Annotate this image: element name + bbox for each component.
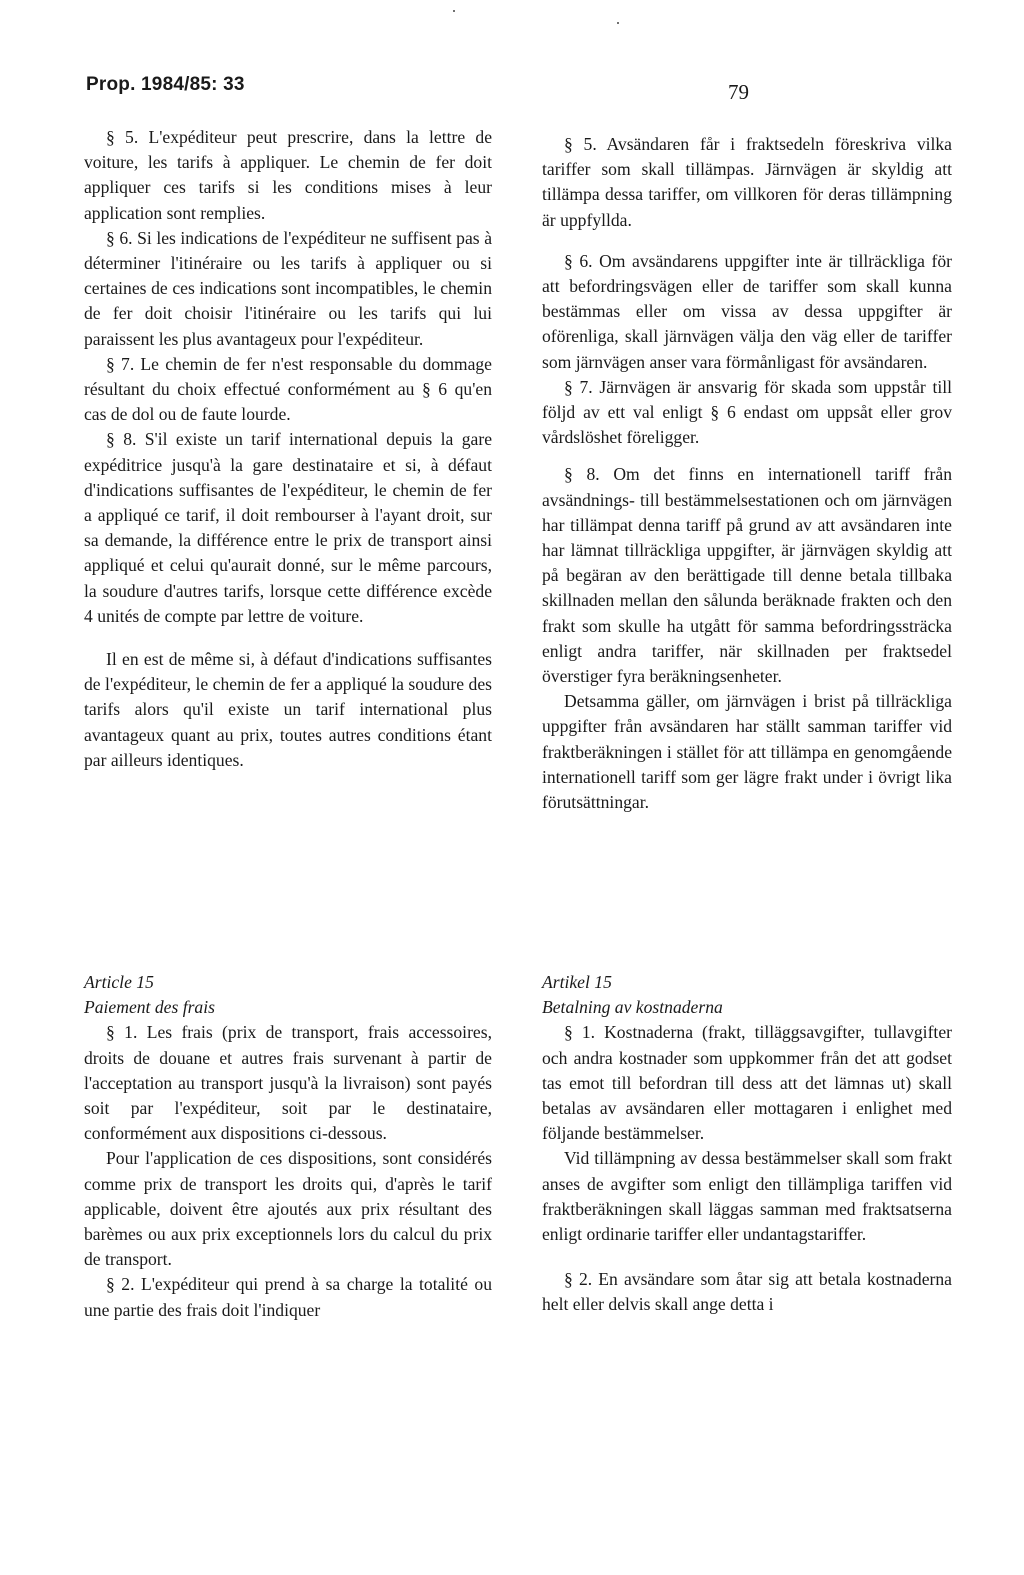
french-article-para-2: § 2. L'expéditeur qui prend à sa charge la totalité ou une partie des frais doit l'indiquer — [84, 1274, 492, 1320]
french-article-heading: Article 15 — [84, 972, 154, 992]
french-para-5: § 5. L'expéditeur peut prescrire, dans la lettre de voiture, les tarifs à appliquer. Le chemin de fer doit appliquer ces tarifs si les conditions mises à leur application sont remplies. — [84, 127, 492, 223]
french-column-upper — [84, 125, 492, 773]
french-article-para-1: § 1. Les frais (prix de transport, frais accessoires, droits de douane et autres frais survenant à partir de l'acceptation au transport jusqu'à la livraison) sont payés soit par l'expéditeur, soit par le destinataire, conformément aux dispositions ci-dessous. — [84, 1022, 492, 1144]
swedish-article-para-1-continued: Vid tillämpning av dessa bestämmelser skall som frakt anses de avgifter som enligt den tillämpliga tariffen vid fraktberäkningen skall läggas samman med fraktsatserna enligt ordinarie tariffer eller undantagstariffer. — [542, 1148, 952, 1245]
french-para-6: § 6. Si les indications de l'expéditeur ne suffisent pas à déterminer l'itinéraire ou les tarifs à appliquer ou si certaines de ces indications sont incompatibles, le chemin de fer doit choisir l'itinéraire ou les tarifs qui lui paraissent les plus avantageux pour l'expéditeur. — [84, 227, 492, 349]
swedish-para-6: § 6. Om avsändarens uppgifter inte är tillräckliga för att befordringsvägen eller de tariffer som skall kunna bestämmas eller om vissa av dessa uppgifter är oförenliga, skall järnvägen välja den väg eller de tariffer som järnvägen anser vara förmånligast för avsändaren. — [542, 250, 952, 372]
french-article-para-1-continued: Pour l'application de ces dispositions, sont considérés comme prix de transport les droits qui, d'après le tarif applicable, doivent être ajoutés aux prix résultant des barèmes ou aux prix exceptionnels lors du calcul du prix de transport. — [84, 1148, 492, 1270]
swedish-para-8: § 8. Om det finns en internationell tariff från avsändnings- till bestämmelsestationen och om järnvägen har tillämpat denna tariff på grund av att avsändaren inte har lämnat tillräckliga uppgifter, är järnvägen skyldig att på begäran av den berättigade till denne betala tillbaka skillnaden mellan den sålunda beräknade frakten och den frakt som skulle ha utgått för samma befordringssträcka enligt andra tariffer, när skillnaden per fraktsedel överstiger fyra beräkningsenheter. — [542, 464, 952, 687]
scan-speck — [617, 22, 619, 24]
swedish-article-heading: Artikel 15 — [542, 972, 612, 992]
swedish-para-7: § 7. Järnvägen är ansvarig för skada som uppstår till följd av ett val enligt § 6 endast om uppsåt eller grov vårdslöshet föreligger. — [542, 376, 952, 448]
swedish-column-upper — [542, 132, 952, 815]
french-para-8-continued: Il en est de même si, à défaut d'indications suffisantes de l'expéditeur, le chemin de fer a appliqué la soudure des tarifs alors qu'il existe un tarif international plus avantageux quant au prix, toutes autres conditions étant par ailleurs identiques. — [84, 649, 492, 770]
document-reference: Prop. 1984/85: 33 — [86, 74, 245, 95]
scan-speck — [453, 10, 455, 12]
page-number: 79 — [728, 80, 749, 104]
french-article-title: Paiement des frais — [84, 997, 215, 1018]
swedish-para-5: § 5. Avsändaren får i fraktsedeln föreskriva vilka tariffer som skall tillämpas. Järnvägen är skyldig att tillämpa dessa tariffer, om villkoren för deras tillämpning är uppfyllda. — [542, 134, 952, 230]
swedish-article-para-2: § 2. En avsändare som åtar sig att betala kostnaderna helt eller delvis skall ange detta i — [542, 1269, 952, 1315]
swedish-article-para-1: § 1. Kostnaderna (frakt, tilläggsavgifter, tullavgifter och andra kostnader som uppkommer från det att godset tas emot till befordran till dess att det lämnas ut) skall betalas av avsändaren eller mottagaren i enlighet med följande bestämmelser. — [542, 1022, 952, 1144]
swedish-column-lower — [542, 970, 952, 1318]
swedish-article-title: Betalning av kostnaderna — [542, 997, 723, 1018]
swedish-para-8-continued: Detsamma gäller, om järnvägen i brist på tillräckliga uppgifter från avsändaren har ställt samman tariffer vid fraktberäkningen i stället för att tillämpa en genomgående internationell tariff som ger lägre frakt under i övrigt lika förutsättningar. — [542, 691, 952, 813]
french-column-lower — [84, 970, 492, 1323]
french-para-8: § 8. S'il existe un tarif international depuis la gare expéditrice jusqu'à la gare destinataire et si, à défaut d'indications suffisantes de l'expéditeur, le chemin de fer a appliqué ce tarif, il doit rembourser à l'ayant droit, sur sa demande, la différence entre le prix de transport ainsi appliqué et celui qu'aurait donné, sur le même parcours, la soudure d'autres tarifs, lorsque cette différence excède 4 unités de compte par lettre de voiture. — [84, 429, 492, 626]
french-para-7: § 7. Le chemin de fer n'est responsable du dommage résultant du choix effectué conformément au § 6 qu'en cas de dol ou de faute lourde. — [84, 353, 492, 425]
